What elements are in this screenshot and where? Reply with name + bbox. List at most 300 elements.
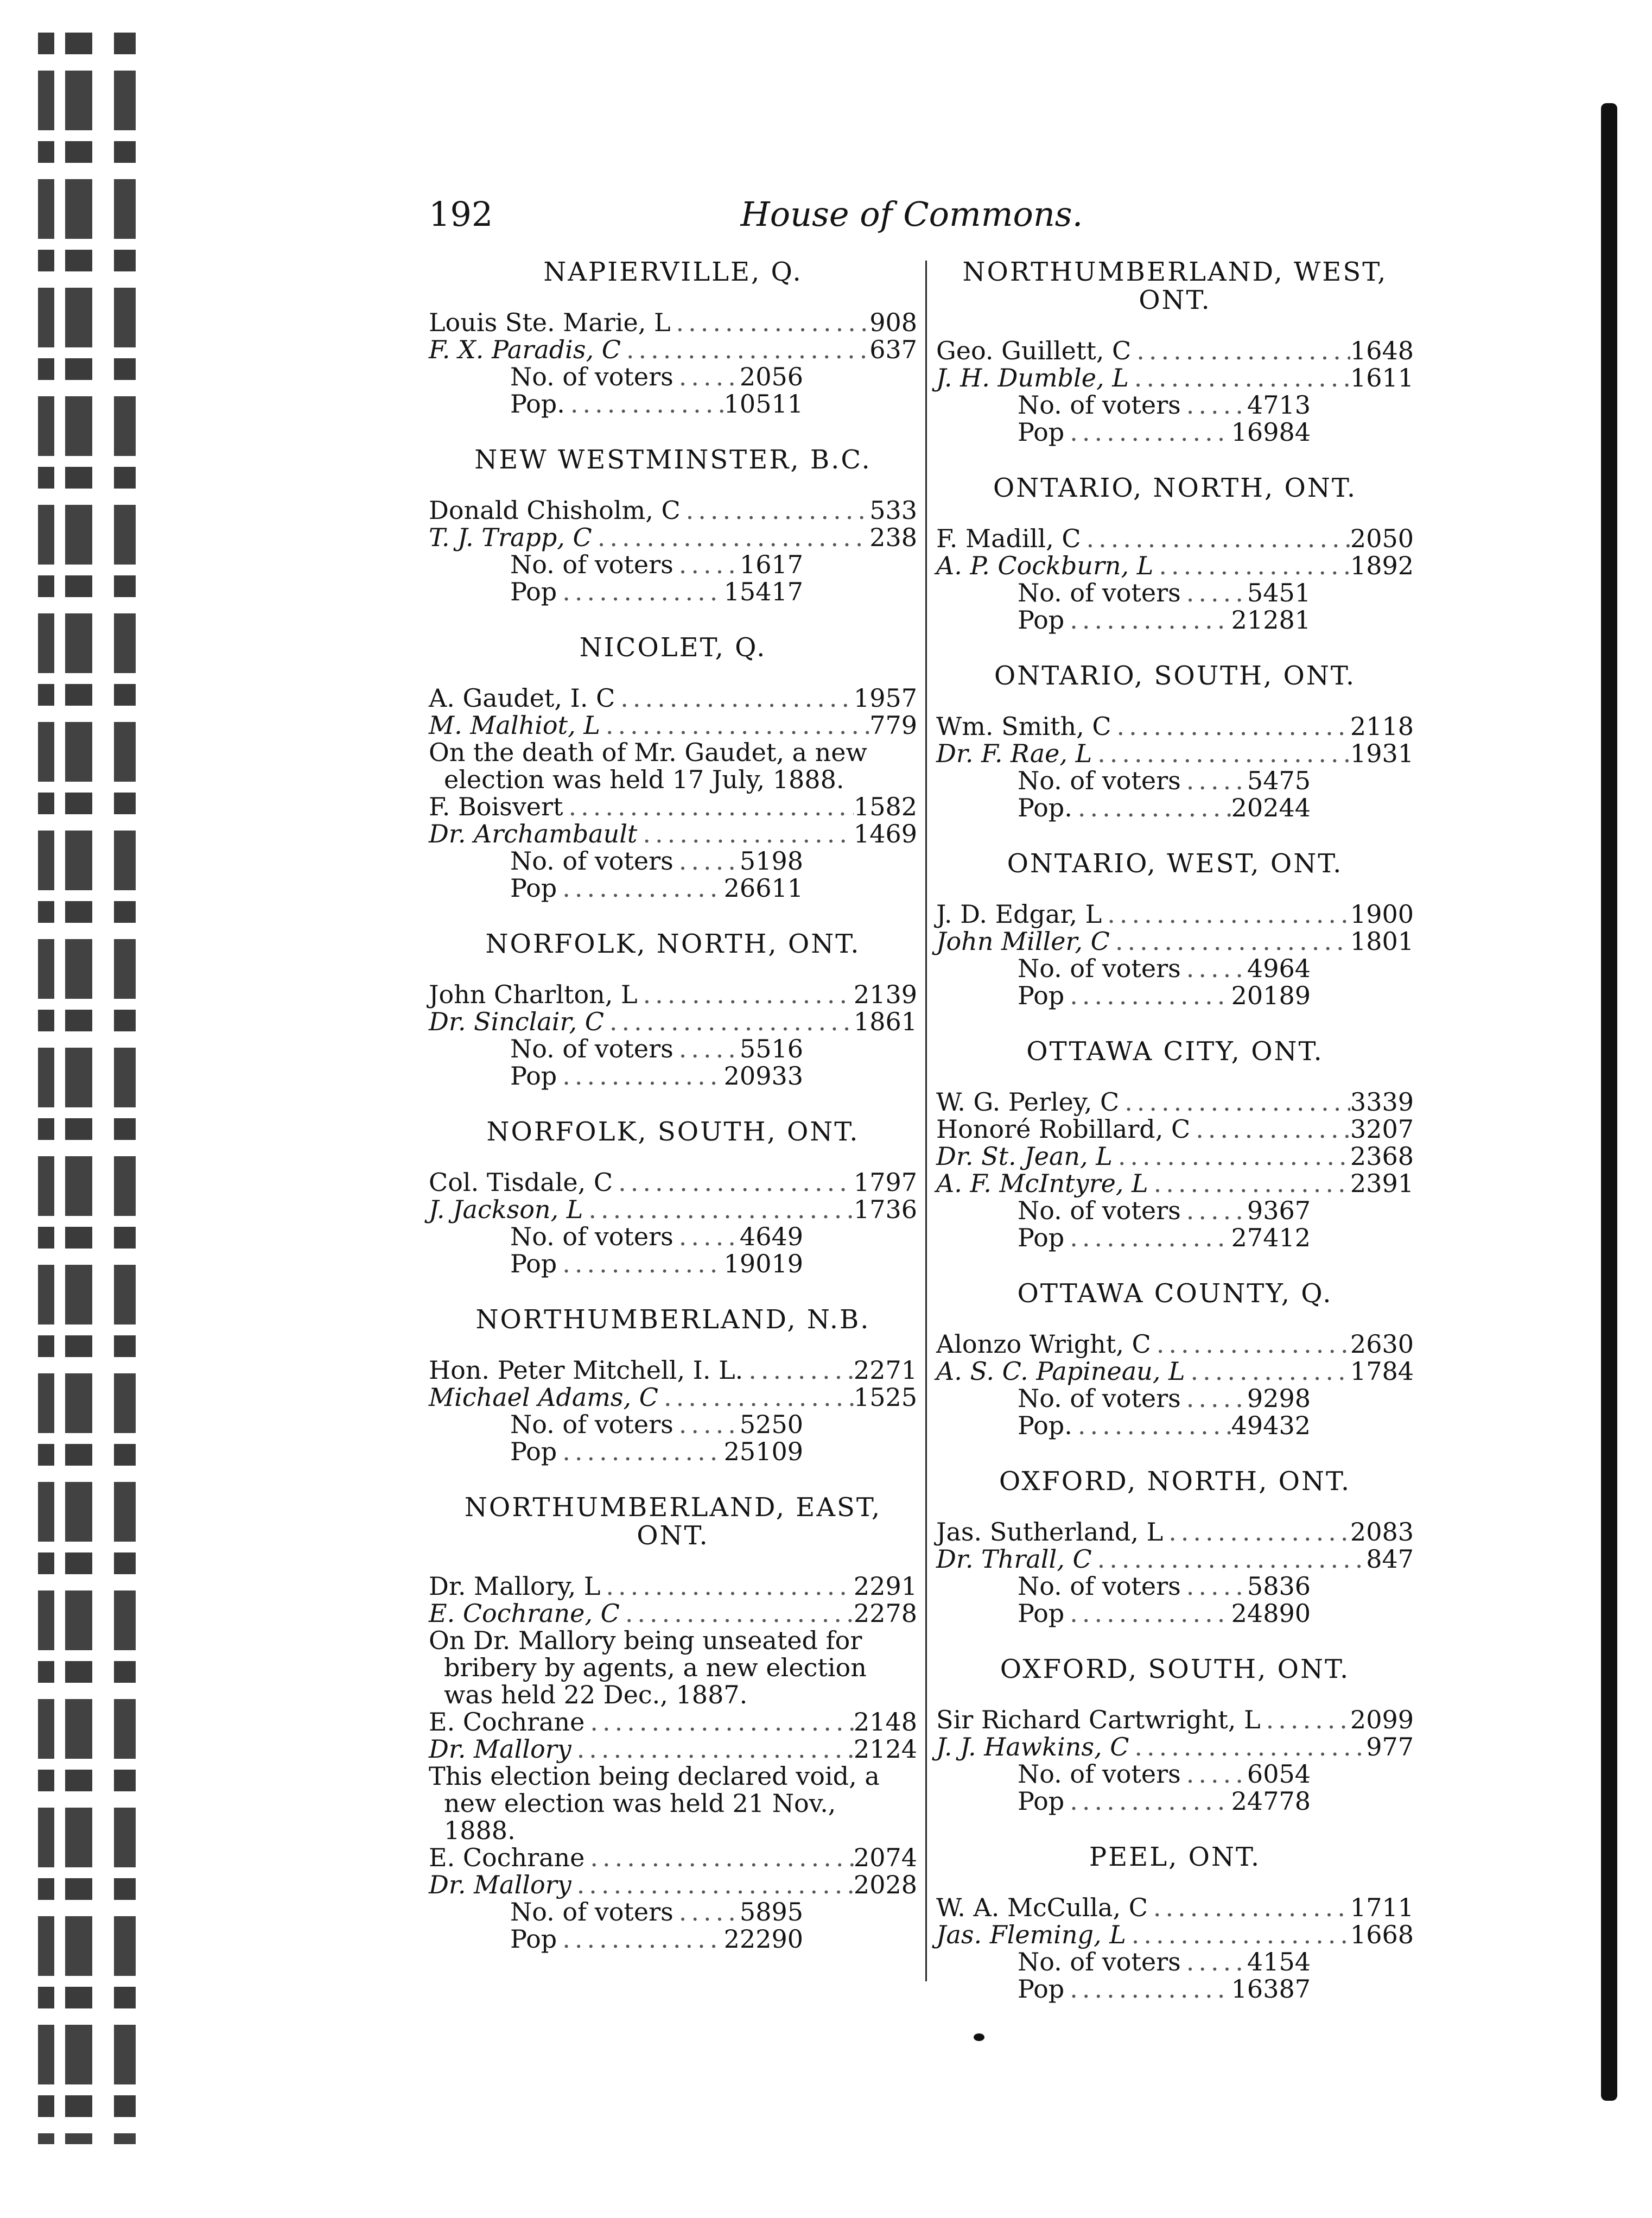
stat-value: 24778 xyxy=(1231,1786,1311,1816)
election-note: This election being declared void, a new election was held 21 Nov., 1888. xyxy=(429,1761,880,1845)
dot-leader xyxy=(1131,337,1350,364)
stat-row xyxy=(510,1035,803,1062)
dot-leader xyxy=(571,1871,854,1898)
candidate-name: Donald Chisholm, C xyxy=(429,496,681,525)
candidate-row xyxy=(429,1844,917,1871)
candidate-name: W. A. McCulla, C xyxy=(936,1893,1148,1922)
vote-count: 3339 xyxy=(1350,1087,1414,1117)
dot-leader xyxy=(615,685,854,712)
election-note: On Dr. Mallory being unseated for bribery by agents, a new election was held 22 Dec., 1887. xyxy=(429,1626,867,1709)
vote-count: 2139 xyxy=(853,980,917,1009)
stat-label: Pop xyxy=(1018,1786,1065,1816)
candidate-name: J. J. Hawkins, C xyxy=(936,1732,1129,1761)
stat-row xyxy=(1018,1385,1311,1412)
page-number: 192 xyxy=(429,194,493,234)
candidate-name: Louis Ste. Marie, L xyxy=(429,308,671,337)
dot-leader xyxy=(1064,982,1231,1009)
dot-leader xyxy=(1119,1088,1350,1116)
stat-row xyxy=(1018,1975,1311,2002)
candidate-row xyxy=(936,1733,1414,1760)
dot-leader xyxy=(1113,1143,1350,1170)
vote-count: 779 xyxy=(869,711,917,740)
candidate-row xyxy=(936,525,1414,552)
stat-label: No. of voters xyxy=(1018,1759,1181,1789)
candidate-row xyxy=(936,1116,1414,1143)
candidate-row xyxy=(429,497,917,524)
riding-block xyxy=(429,1118,917,1277)
riding-name: NORFOLK, NORTH, ONT. xyxy=(485,929,861,959)
dot-leader xyxy=(557,1438,723,1465)
candidate-row xyxy=(429,524,917,551)
dot-leader xyxy=(1092,740,1350,767)
dot-leader xyxy=(583,1196,854,1223)
stat-label: Pop xyxy=(1018,1599,1065,1628)
vote-count: 1797 xyxy=(853,1168,917,1197)
riding-block xyxy=(429,258,917,417)
running-title: House of Commons. xyxy=(740,194,1083,234)
candidate-row xyxy=(936,740,1414,767)
stat-row xyxy=(1018,1760,1311,1788)
dot-leader xyxy=(1102,901,1350,928)
dot-leader xyxy=(1148,1894,1350,1921)
dot-leader xyxy=(1181,1385,1246,1412)
candidate-name: F. Madill, C xyxy=(936,524,1081,553)
vote-count: 2124 xyxy=(853,1734,917,1764)
stat-label: No. of voters xyxy=(1018,578,1181,607)
dot-leader xyxy=(1181,767,1246,794)
vote-count: 2148 xyxy=(853,1707,917,1737)
candidate-name: J. Jackson, L xyxy=(429,1195,583,1224)
stat-row xyxy=(510,1062,803,1089)
candidate-name: Wm. Smith, C xyxy=(936,712,1111,741)
riding-name: ONTARIO, SOUTH, ONT. xyxy=(994,661,1356,691)
candidate-name: A. P. Cockburn, L xyxy=(936,551,1154,580)
stat-row xyxy=(1018,606,1311,633)
riding-name: NORTHUMBERLAND, WEST, ONT. xyxy=(962,257,1388,315)
dot-leader xyxy=(557,874,723,902)
dot-leader xyxy=(557,578,723,605)
candidate-name: E. Cochrane, C xyxy=(429,1599,620,1628)
stat-row xyxy=(1018,982,1311,1009)
stat-label: No. of voters xyxy=(1018,1947,1181,1976)
stat-label: Pop xyxy=(1018,1974,1065,2004)
dot-leader xyxy=(557,1925,723,1953)
riding-name: OXFORD, SOUTH, ONT. xyxy=(1000,1654,1350,1684)
stat-value: 5516 xyxy=(739,1034,803,1063)
candidate-row xyxy=(429,1708,917,1735)
candidate-name: F. X. Paradis, C xyxy=(429,335,621,364)
vote-count: 1582 xyxy=(853,792,917,821)
vote-count: 1525 xyxy=(853,1383,917,1412)
vote-count: 1648 xyxy=(1350,336,1414,365)
stat-label: No. of voters xyxy=(510,1897,673,1927)
candidate-row xyxy=(429,820,917,847)
stat-row xyxy=(1018,794,1311,821)
candidate-name: Geo. Guillett, C xyxy=(936,336,1132,365)
stat-label: No. of voters xyxy=(510,1222,673,1251)
candidate-name: A. Gaudet, I. C xyxy=(429,683,615,713)
stat-label: No. of voters xyxy=(1018,1196,1181,1225)
riding-block xyxy=(429,1493,917,1953)
candidate-name: John Charlton, L xyxy=(429,980,638,1009)
stat-row xyxy=(1018,579,1311,606)
stat-value: 2056 xyxy=(739,362,803,391)
dot-leader xyxy=(592,524,869,551)
dot-leader xyxy=(1181,391,1246,419)
dot-leader xyxy=(1181,579,1246,606)
dot-leader xyxy=(638,981,854,1008)
stat-row xyxy=(1018,1224,1311,1251)
dot-leader xyxy=(563,793,854,820)
dot-leader xyxy=(1064,1600,1231,1627)
candidate-name: F. Boisvert xyxy=(429,792,563,821)
candidate-row xyxy=(936,1545,1414,1573)
dot-leader xyxy=(743,1357,854,1384)
stat-row xyxy=(510,578,803,605)
stat-label: Pop xyxy=(1018,981,1065,1010)
dot-leader xyxy=(1064,1975,1231,2002)
dot-leader xyxy=(1064,606,1231,633)
stat-value: 24890 xyxy=(1231,1599,1311,1628)
candidate-row xyxy=(429,309,917,336)
stat-value: 19019 xyxy=(723,1249,803,1278)
dot-leader xyxy=(613,1169,854,1196)
candidate-row xyxy=(429,1735,917,1763)
riding-name: NORTHUMBERLAND, EAST, ONT. xyxy=(464,1492,882,1551)
vote-count: 847 xyxy=(1366,1544,1414,1574)
vote-count: 1931 xyxy=(1350,739,1414,768)
riding-name: OTTAWA COUNTY, Q. xyxy=(1017,1278,1333,1309)
stat-value: 4154 xyxy=(1247,1947,1311,1976)
stat-label: Pop xyxy=(1018,1223,1065,1252)
candidate-name: Alonzo Wright, C xyxy=(936,1329,1151,1359)
dot-leader xyxy=(1064,1224,1231,1251)
vote-count: 2050 xyxy=(1350,524,1414,553)
vote-count: 977 xyxy=(1366,1732,1414,1761)
riding-block xyxy=(936,1037,1414,1251)
vote-count: 1861 xyxy=(853,1007,917,1036)
vote-count: 1900 xyxy=(1350,899,1414,929)
stat-label: No. of voters xyxy=(510,1410,673,1439)
candidate-row xyxy=(429,1196,917,1223)
right-column xyxy=(936,258,1414,2031)
dot-leader xyxy=(1064,1788,1231,1815)
riding-block xyxy=(936,850,1414,1009)
stat-label: Pop xyxy=(510,873,557,903)
candidate-row xyxy=(936,552,1414,579)
stat-row xyxy=(510,1411,803,1438)
candidate-row xyxy=(429,1008,917,1035)
stat-row xyxy=(510,847,803,874)
candidate-row xyxy=(429,1871,917,1898)
riding-block xyxy=(936,1279,1414,1439)
stat-label: No. of voters xyxy=(1018,1384,1181,1413)
stat-value: 49432 xyxy=(1231,1411,1311,1440)
stat-row xyxy=(1018,1948,1311,1975)
candidate-row xyxy=(936,1088,1414,1116)
dot-leader xyxy=(584,1708,854,1735)
vote-count: 1469 xyxy=(853,819,917,848)
candidate-name: Dr. Mallory xyxy=(429,1870,571,1899)
vote-count: 1736 xyxy=(853,1195,917,1224)
dot-leader xyxy=(658,1384,854,1411)
stat-value: 20933 xyxy=(723,1061,803,1091)
dot-leader xyxy=(600,1573,854,1600)
election-note: On the death of Mr. Gaudet, a new election was held 17 July, 1888. xyxy=(429,738,867,794)
stat-row xyxy=(1018,419,1311,446)
dot-leader xyxy=(673,551,738,578)
stat-label: No. of voters xyxy=(510,550,673,579)
stat-value: 5475 xyxy=(1247,766,1311,795)
dot-leader xyxy=(673,1035,738,1062)
riding-block xyxy=(936,662,1414,821)
riding-name: NORFOLK, SOUTH, ONT. xyxy=(486,1117,860,1147)
vote-count: 2291 xyxy=(853,1571,917,1601)
riding-name: ONTARIO, WEST, ONT. xyxy=(1007,848,1343,879)
dot-leader xyxy=(1148,1170,1350,1197)
candidate-name: John Miller, C xyxy=(936,927,1110,956)
stat-value: 6054 xyxy=(1247,1759,1311,1789)
vote-count: 2099 xyxy=(1350,1705,1414,1734)
candidate-row xyxy=(936,1358,1414,1385)
candidate-row xyxy=(936,1330,1414,1358)
candidate-name: E. Cochrane xyxy=(429,1707,585,1737)
candidate-name: Sir Richard Cartwright, L xyxy=(936,1705,1261,1734)
candidate-name: Jas. Sutherland, L xyxy=(936,1517,1164,1547)
dot-leader xyxy=(1151,1330,1350,1358)
stat-value: 20189 xyxy=(1231,981,1311,1010)
riding-name: NICOLET, Q. xyxy=(579,632,767,663)
stat-row xyxy=(1018,1788,1311,1815)
candidate-name: J. H. Dumble, L xyxy=(936,363,1129,392)
vote-count: 1801 xyxy=(1350,927,1414,956)
stat-value: 10511 xyxy=(723,389,803,419)
stat-row xyxy=(510,363,803,390)
stat-label: Pop. xyxy=(510,389,565,419)
candidate-row xyxy=(936,1170,1414,1197)
dot-leader xyxy=(673,1411,738,1438)
candidate-row xyxy=(429,793,917,820)
candidate-row xyxy=(936,337,1414,364)
candidate-name: A. F. McIntyre, L xyxy=(936,1169,1148,1198)
riding-block xyxy=(429,633,917,902)
riding-block xyxy=(429,446,917,605)
stat-value: 5836 xyxy=(1247,1571,1311,1601)
riding-name: NORTHUMBERLAND, N.B. xyxy=(475,1304,871,1335)
riding-block xyxy=(936,1467,1414,1627)
candidate-row xyxy=(936,1921,1414,1948)
dot-leader xyxy=(681,497,870,524)
vote-count: 238 xyxy=(869,523,917,552)
dot-leader xyxy=(565,390,724,417)
stat-row xyxy=(1018,1412,1311,1439)
dot-leader xyxy=(1163,1518,1350,1545)
riding-block xyxy=(936,258,1414,446)
stat-value: 16387 xyxy=(1231,1974,1311,2004)
candidate-name: Michael Adams, C xyxy=(429,1383,658,1412)
candidate-name: T. J. Trapp, C xyxy=(429,523,592,552)
candidate-row xyxy=(936,1706,1414,1733)
vote-count: 2368 xyxy=(1350,1142,1414,1171)
stat-value: 5895 xyxy=(739,1897,803,1927)
stat-label: Pop. xyxy=(1018,793,1072,822)
candidate-row xyxy=(429,1169,917,1196)
scan-edge-right xyxy=(1601,103,1617,2101)
dot-leader xyxy=(1064,419,1231,446)
stat-value: 1617 xyxy=(739,550,803,579)
candidate-name: Hon. Peter Mitchell, I. L. xyxy=(429,1355,744,1385)
vote-count: 533 xyxy=(869,496,917,525)
candidate-row xyxy=(936,1894,1414,1921)
stat-value: 16984 xyxy=(1231,417,1311,447)
stat-value: 22290 xyxy=(723,1924,803,1954)
dot-leader xyxy=(1081,525,1350,552)
riding-block xyxy=(429,1306,917,1465)
dot-leader xyxy=(1072,794,1231,821)
stat-value: 4713 xyxy=(1247,390,1311,420)
riding-name: OXFORD, NORTH, ONT. xyxy=(999,1466,1351,1497)
riding-block xyxy=(936,1843,1414,2002)
stat-row xyxy=(1018,1197,1311,1224)
page-header xyxy=(429,193,1395,236)
dot-leader xyxy=(557,1250,723,1277)
candidate-name: Dr. F. Rae, L xyxy=(936,739,1092,768)
riding-name: NAPIERVILLE, Q. xyxy=(543,257,803,287)
dot-leader xyxy=(1111,713,1350,740)
candidate-name: Dr. Sinclair, C xyxy=(429,1007,604,1036)
vote-count: 637 xyxy=(869,335,917,364)
stat-value: 9367 xyxy=(1247,1196,1311,1225)
dot-leader xyxy=(1129,1733,1366,1760)
candidate-name: Dr. Thrall, C xyxy=(936,1544,1092,1574)
stat-row xyxy=(1018,955,1311,982)
vote-count: 1892 xyxy=(1350,551,1414,580)
stat-row xyxy=(510,1925,803,1953)
dot-leader xyxy=(1181,1948,1246,1975)
vote-count: 2278 xyxy=(853,1599,917,1628)
candidate-row xyxy=(429,1384,917,1411)
dot-leader xyxy=(620,1600,854,1627)
candidate-row xyxy=(429,1600,917,1627)
dot-leader xyxy=(1129,364,1350,391)
dot-leader xyxy=(557,1062,723,1089)
ink-dot xyxy=(974,2033,984,2041)
dot-leader xyxy=(673,363,738,390)
candidate-row xyxy=(429,981,917,1008)
left-column xyxy=(429,258,917,1981)
candidate-name: Col. Tisdale, C xyxy=(429,1168,613,1197)
stat-value: 5451 xyxy=(1247,578,1311,607)
column-divider xyxy=(925,261,927,1981)
stat-label: Pop xyxy=(510,1437,557,1466)
candidate-row xyxy=(429,336,917,363)
stat-label: Pop xyxy=(510,1061,557,1091)
dot-leader xyxy=(584,1844,854,1871)
stat-value: 21281 xyxy=(1231,605,1311,635)
stat-label: No. of voters xyxy=(510,362,673,391)
vote-count: 1611 xyxy=(1350,363,1414,392)
stat-value: 26611 xyxy=(723,873,803,903)
candidate-name: Dr. Mallory xyxy=(429,1734,571,1764)
candidate-name: A. S. C. Papineau, L xyxy=(936,1357,1185,1386)
dot-leader xyxy=(571,1735,854,1763)
stat-value: 5198 xyxy=(739,846,803,876)
stat-label: No. of voters xyxy=(510,846,673,876)
stat-label: Pop xyxy=(510,1249,557,1278)
riding-block xyxy=(936,474,1414,633)
candidate-row xyxy=(429,1573,917,1600)
stat-label: No. of voters xyxy=(1018,390,1181,420)
stat-label: No. of voters xyxy=(1018,954,1181,983)
vote-count: 908 xyxy=(869,308,917,337)
stat-row xyxy=(510,1898,803,1925)
stat-row xyxy=(1018,1573,1311,1600)
stat-label: No. of voters xyxy=(1018,1571,1181,1601)
dot-leader xyxy=(1153,552,1350,579)
dot-leader xyxy=(1126,1921,1350,1948)
vote-count: 1784 xyxy=(1350,1357,1414,1386)
vote-count: 3207 xyxy=(1350,1114,1414,1144)
candidate-name: M. Malhiot, L xyxy=(429,711,600,740)
stat-value: 20244 xyxy=(1231,793,1311,822)
dot-leader xyxy=(604,1008,854,1035)
dot-leader xyxy=(1190,1116,1350,1143)
stat-row xyxy=(510,390,803,417)
stat-label: No. of voters xyxy=(1018,766,1181,795)
vote-count: 2271 xyxy=(853,1355,917,1385)
stat-row xyxy=(510,874,803,902)
candidate-row xyxy=(936,901,1414,928)
stat-label: No. of voters xyxy=(510,1034,673,1063)
stat-value: 9298 xyxy=(1247,1384,1311,1413)
dot-leader xyxy=(673,1223,738,1250)
stat-value: 4649 xyxy=(739,1222,803,1251)
stat-row xyxy=(510,551,803,578)
stat-value: 4964 xyxy=(1247,954,1311,983)
candidate-name: Honoré Robillard, C xyxy=(936,1114,1191,1144)
scan-edge-left xyxy=(33,33,174,2144)
dot-leader xyxy=(1261,1706,1350,1733)
candidate-name: Dr. Archambault xyxy=(429,819,638,848)
stat-row xyxy=(510,1438,803,1465)
riding-name: ONTARIO, NORTH, ONT. xyxy=(993,473,1357,503)
vote-count: 2391 xyxy=(1350,1169,1414,1198)
candidate-name: Dr. St. Jean, L xyxy=(936,1142,1113,1171)
candidate-name: Jas. Fleming, L xyxy=(936,1920,1126,1949)
candidate-name: J. D. Edgar, L xyxy=(936,899,1102,929)
stat-label: Pop xyxy=(510,1924,557,1954)
candidate-row xyxy=(936,928,1414,955)
candidate-row xyxy=(429,712,917,739)
vote-count: 2028 xyxy=(853,1870,917,1899)
candidate-row xyxy=(936,1143,1414,1170)
dot-leader xyxy=(1072,1412,1231,1439)
stat-row xyxy=(1018,767,1311,794)
riding-name: PEEL, ONT. xyxy=(1089,1842,1261,1872)
dot-leader xyxy=(1185,1358,1350,1385)
stat-value: 15417 xyxy=(723,577,803,606)
stat-row xyxy=(1018,391,1311,419)
candidate-row xyxy=(429,1357,917,1384)
stat-row xyxy=(510,1250,803,1277)
candidate-row xyxy=(429,685,917,712)
dot-leader xyxy=(621,336,869,363)
dot-leader xyxy=(1181,1760,1246,1788)
vote-count: 1668 xyxy=(1350,1920,1414,1949)
candidate-row xyxy=(936,364,1414,391)
candidate-name: E. Cochrane xyxy=(429,1843,585,1872)
riding-block xyxy=(936,1655,1414,1815)
